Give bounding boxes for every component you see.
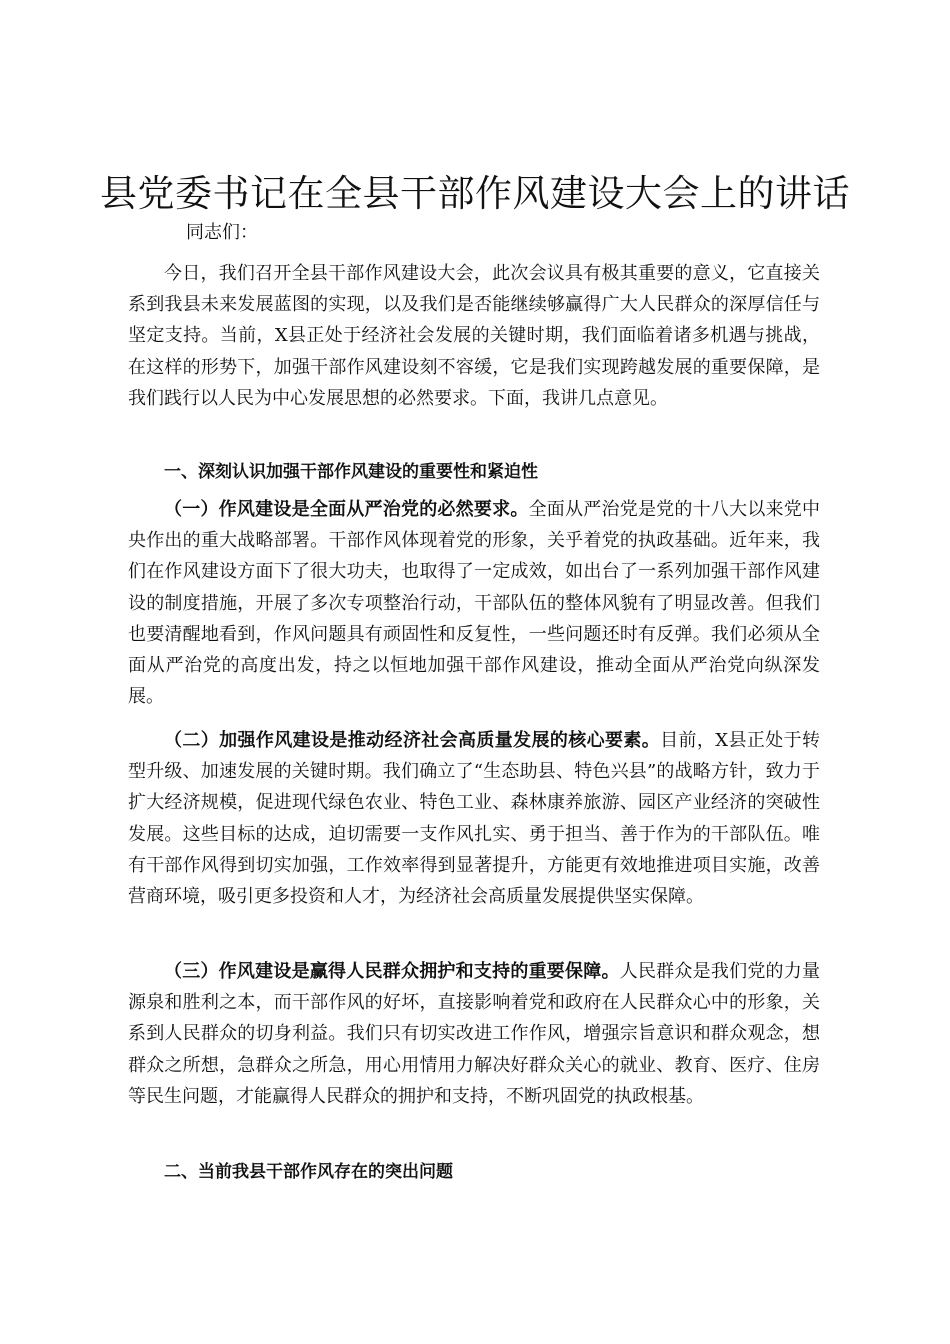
section-heading-2: 二、当前我县干部作风存在的突出问题 (164, 1162, 453, 1182)
paragraph-3-text: 人民群众是我们党的力量源泉和胜利之本，而干部作风的好坏，直接影响着党和政府在人民群众心中的形象，关系到人民群众的切身利益。我们只有切实改进工作作风，增强宗旨意识和群众观念，想群众之所想，急群众之所急，用心用情用力解决好群众关心的就业、教育、医疗、住房等民生问题，才能赢得人民群众的拥护和支持，不断巩固党的执政根基。 (128, 961, 821, 1107)
intro-text: 今日，我们召开全县干部作风建设大会，此次会议具有极其重要的意义，它直接关系到我县未来发展蓝图的实现，以及我们是否能继续够赢得广大人民群众的深厚信任与坚定支持。当前，X县正处于经济社会发展的关键时期，我们面临着诸多机遇与挑战，在这样的形势下，加强干部作风建设刻不容缓，它是我们实现跨越发展的重要保障，是我们践行以人民为中心发展思想的必然要求。下面，我讲几点意见。 (128, 263, 820, 409)
paragraph-2-content (128, 725, 820, 912)
paragraph-1 (128, 494, 820, 712)
paragraph-3 (128, 956, 820, 1112)
paragraph-1-content (128, 494, 820, 712)
paragraph-3-lead: （三）作风建设是赢得人民群众拥护和支持的重要保障。 (164, 961, 620, 982)
section-heading-1: 一、深刻认识加强干部作风建设的重要性和紧迫性 (164, 462, 538, 482)
paragraph-2-text: 目前，X县正处于转型升级、加速发展的关键时期。我们确立了“生态助县、特色兴县”的战略方针，致力于扩大经济规模，促进现代绿色农业、特色工业、森林康养旅游、园区产业经济的突破性发展。这些目标的达成，迫切需要一支作风扎实、勇于担当、善于作为的干部队伍。唯有干部作风得到切实加强，工作效率得到显著提升，方能更有效地推进项目实施，改善营商环境，吸引更多投资和人才，为经济社会高质量发展提供坚实保障。 (128, 730, 820, 908)
paragraph-2-lead: （二）加强作风建设是推动经济社会高质量发展的核心要素。 (164, 730, 661, 751)
paragraph-1-lead: （一）作风建设是全面从严治党的必然要求。 (164, 499, 529, 520)
paragraph-3-content (128, 956, 820, 1112)
intro-paragraph (128, 258, 820, 414)
paragraph-2 (128, 725, 820, 912)
salutation: 同志们： (186, 222, 258, 243)
paragraph-1-text: 全面从严治党是党的十八大以来党中央作出的重大战略部署。干部作风体现着党的形象，关乎着党的执政基础。近年来，我们在作风建设方面下了很大功夫，也取得了一定成效，如出台了一系列加强干部作风建设的制度措施，开展了多次专项整治行动，干部队伍的整体风貌有了明显改善。但我们也要清醒地看到，作风问题具有顽固性和反复性，一些问题还时有反弹。我们必须从全面从严治党的高度出发，持之以恒地加强干部作风建设，推动全面从严治党向纵深发展。 (128, 499, 821, 708)
document-title: 县党委书记在全县干部作风建设大会上的讲话 (100, 172, 850, 215)
